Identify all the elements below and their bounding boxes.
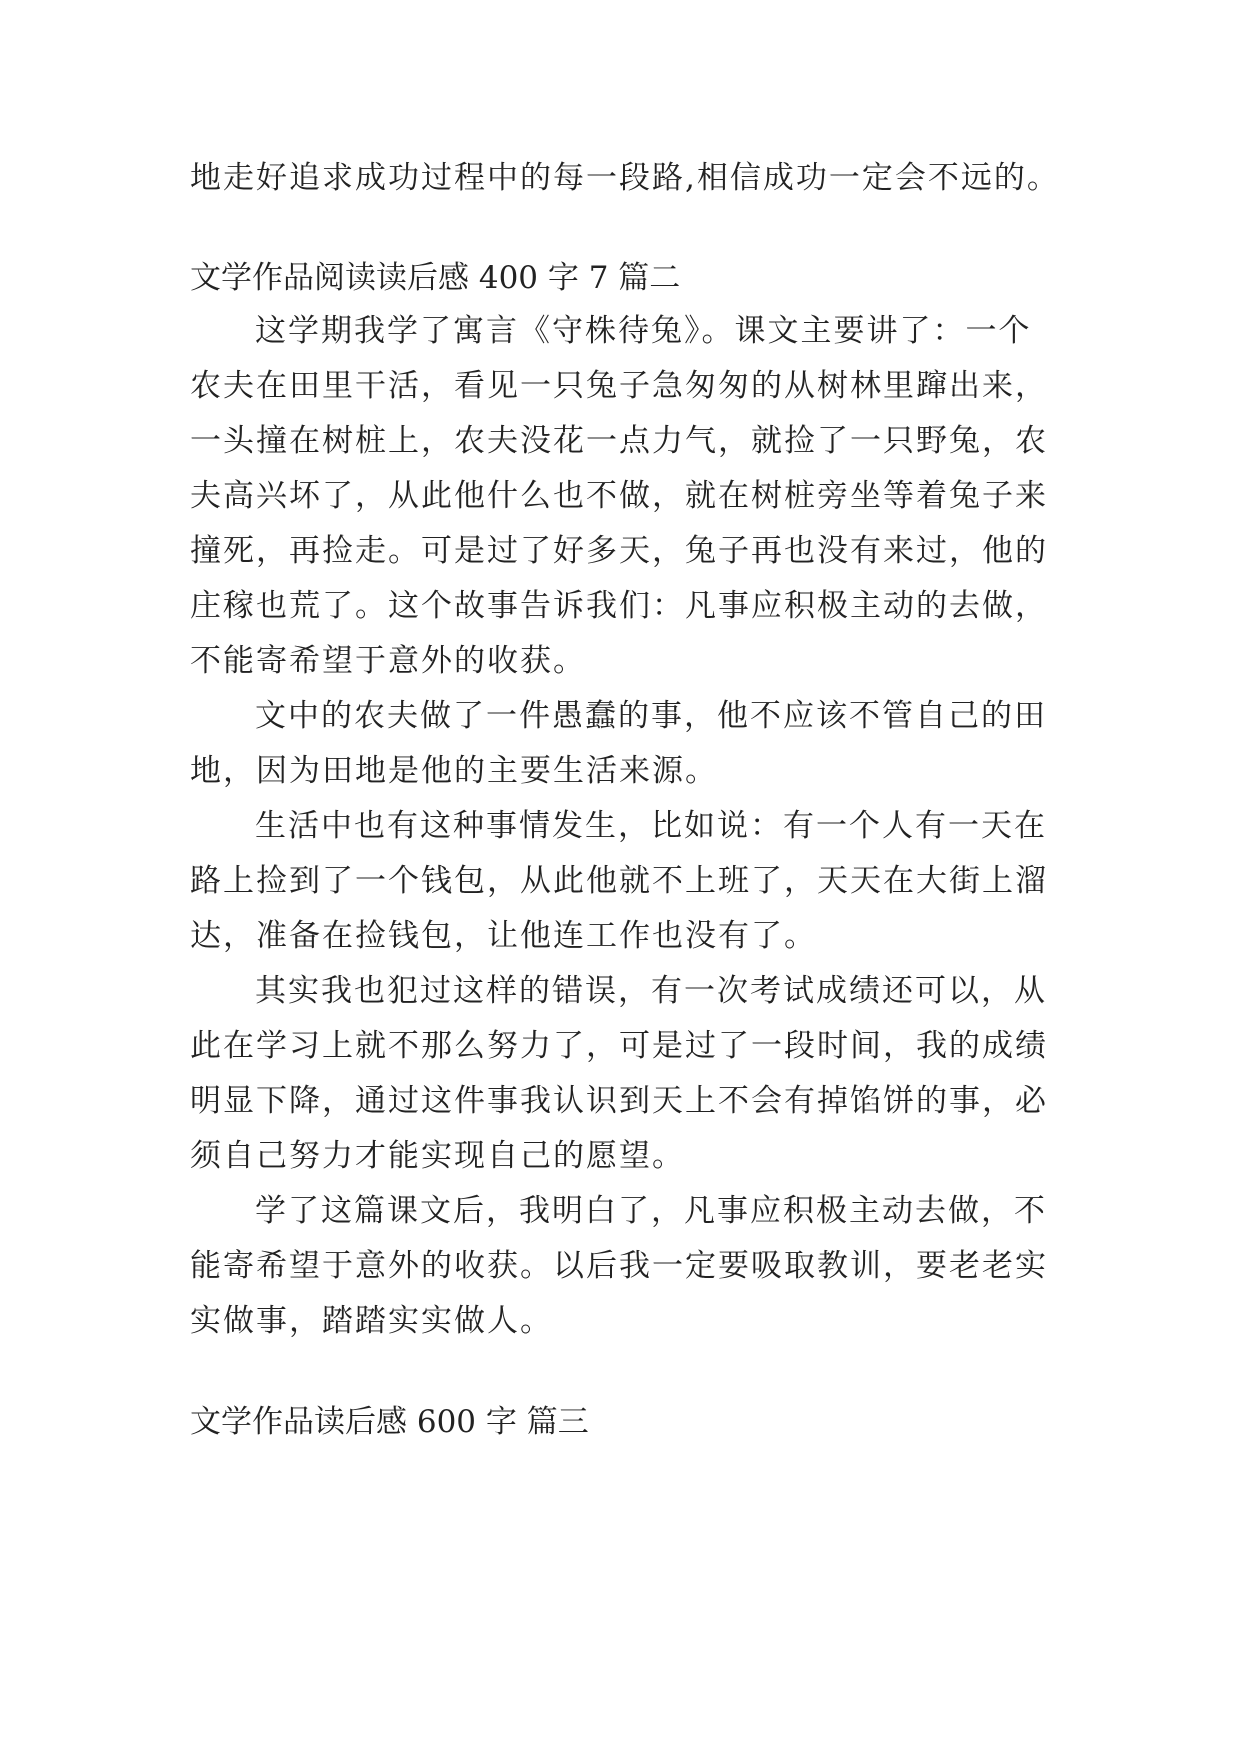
paragraph-4-line-2: 此在学习上就不那么努力了，可是过了一段时间，我的成绩 bbox=[190, 1028, 1048, 1064]
paragraph-5-line-3: 实做事，踏踏实实做人。 bbox=[190, 1303, 553, 1339]
paragraph-1-line-3: 一头撞在树桩上，农夫没花一点力气，就捡了一只野兔，农 bbox=[190, 423, 1048, 459]
paragraph-5-line-2: 能寄希望于意外的收获。以后我一定要吸取教训，要老老实 bbox=[190, 1248, 1048, 1284]
paragraph-1-line-1: 这学期我学了寓言《守株待兔》。课文主要讲了：一个 bbox=[255, 313, 1032, 349]
section-title-2: 文学作品阅读读后感 400 字 7 篇二 bbox=[190, 260, 681, 296]
paragraph-1-line-7: 不能寄希望于意外的收获。 bbox=[190, 643, 586, 679]
paragraph-3-line-1: 生活中也有这种事情发生，比如说：有一个人有一天在 bbox=[255, 808, 1047, 844]
paragraph-5-line-1: 学了这篇课文后，我明白了，凡事应积极主动去做，不 bbox=[255, 1193, 1047, 1229]
paragraph-4-line-4: 须自己努力才能实现自己的愿望。 bbox=[190, 1138, 685, 1174]
paragraph-3-line-2: 路上捡到了一个钱包，从此他就不上班了，天天在大街上溜 bbox=[190, 863, 1048, 899]
paragraph-3-line-3: 达，准备在捡钱包，让他连工作也没有了。 bbox=[190, 918, 817, 954]
paragraph-2-line-2: 地，因为田地是他的主要生活来源。 bbox=[190, 753, 718, 789]
paragraph-1-line-5: 撞死，再捡走。可是过了好多天，兔子再也没有来过，他的 bbox=[190, 533, 1048, 569]
continuation-text: 地走好追求成功过程中的每一段路,相信成功一定会不远的。 bbox=[190, 160, 1060, 196]
paragraph-1-line-6: 庄稼也荒了。这个故事告诉我们：凡事应积极主动的去做， bbox=[190, 588, 1048, 624]
paragraph-1-line-2: 农夫在田里干活，看见一只兔子急匆匆的从树林里蹿出来， bbox=[190, 368, 1048, 404]
paragraph-4-line-3: 明显下降，通过这件事我认识到天上不会有掉馅饼的事，必 bbox=[190, 1083, 1048, 1119]
paragraph-4-line-1: 其实我也犯过这样的错误，有一次考试成绩还可以，从 bbox=[255, 973, 1047, 1009]
paragraph-1-line-4: 夫高兴坏了，从此他什么也不做，就在树桩旁坐等着兔子来 bbox=[190, 478, 1048, 514]
paragraph-2-line-1: 文中的农夫做了一件愚蠢的事，他不应该不管自己的田 bbox=[255, 698, 1047, 734]
section-title-3: 文学作品读后感 600 字 篇三 bbox=[190, 1404, 589, 1440]
